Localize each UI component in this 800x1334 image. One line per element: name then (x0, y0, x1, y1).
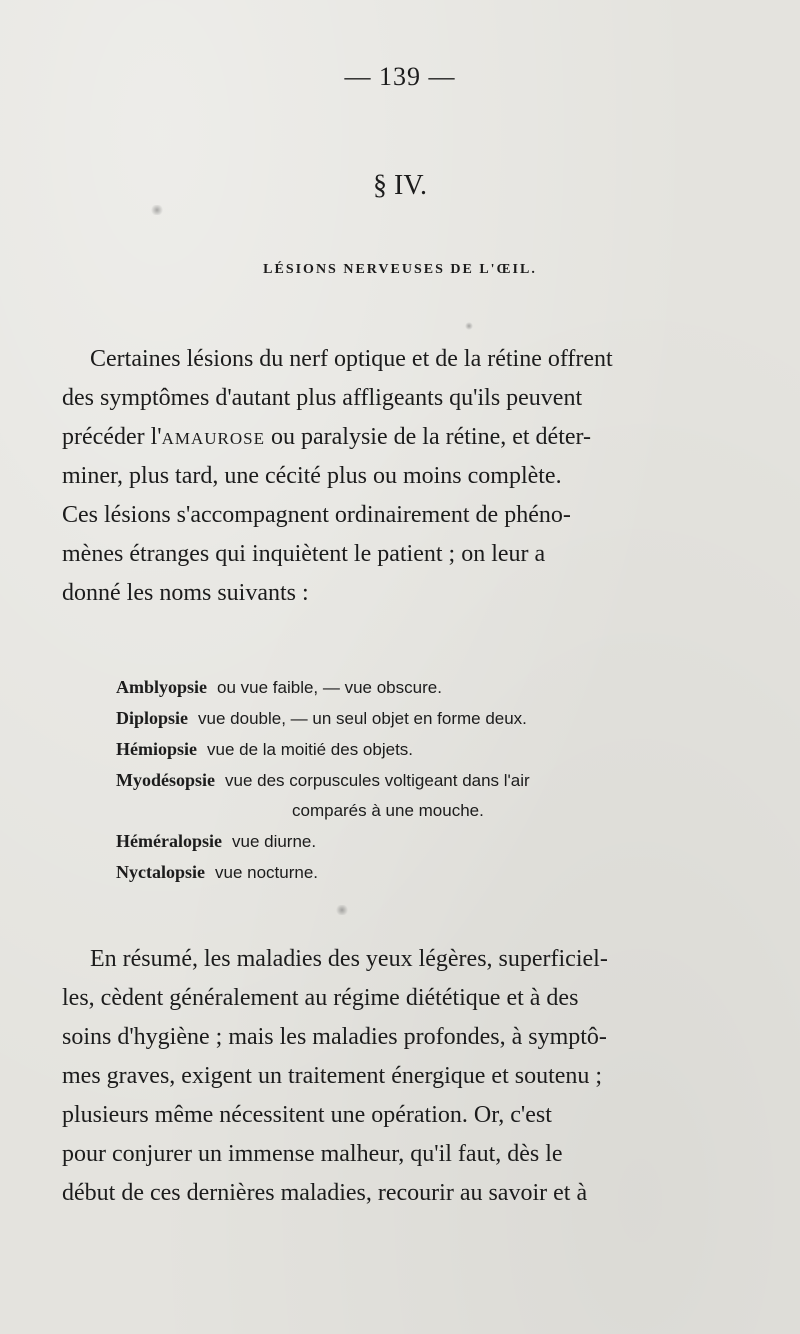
glossary-continuation: comparés à une mouche. (292, 801, 484, 820)
glossary-entry (116, 857, 726, 888)
glossary-term: Amblyopsie (116, 677, 208, 697)
glossary-list (116, 672, 726, 888)
text-line: En résumé, les maladies des yeux légères, superficiel- (90, 946, 608, 972)
glossary-entry (116, 826, 726, 857)
page-number: — 139 — (344, 62, 456, 91)
text-line: les, cèdent généralement au régime diététique et à des (62, 985, 579, 1011)
text-line: soins d'hygiène ; mais les maladies profondes, à symptô- (62, 1024, 607, 1050)
section-mark: § IV. (373, 170, 427, 201)
glossary-entry (116, 765, 726, 796)
glossary-term: Nyctalopsie (116, 862, 205, 882)
glossary-term: Hémiopsie (116, 739, 197, 759)
text-line: Certaines lésions du nerf optique et de la rétine offrent (90, 346, 613, 372)
text-line: mènes étranges qui inquiètent le patient ; on leur a (62, 541, 546, 567)
text-line: précéder l'amaurose ou paralysie de la rétine, et déter- (62, 424, 592, 450)
paper-speck (335, 905, 349, 915)
paragraph-summary (62, 940, 738, 1213)
glossary-definition: vue diurne. (231, 832, 317, 851)
glossary-term: Héméralopsie (116, 831, 222, 851)
text-line: des symptômes d'autant plus affligeants qu'ils peuvent (62, 385, 583, 411)
glossary-definition: vue double, — un seul objet en forme deux. (198, 709, 527, 728)
glossary-definition: vue de la moitié des objets. (207, 740, 414, 759)
glossary-entry (116, 672, 726, 703)
paper-speck (150, 205, 164, 215)
amaurose-term: amaurose (161, 424, 265, 450)
text-line: pour conjurer un immense malheur, qu'il faut, dès le (62, 1141, 563, 1167)
glossary-entry (116, 734, 726, 765)
glossary-entry (116, 703, 726, 734)
glossary-definition: vue des corpuscules voltigeant dans l'air (225, 771, 530, 790)
glossary-term: Diplopsie (116, 708, 189, 728)
text-line: début de ces dernières maladies, recourir au savoir et à (62, 1180, 588, 1206)
text-line: miner, plus tard, une cécité plus ou moins complète. (62, 463, 562, 489)
text-line: mes graves, exigent un traitement énergique et soutenu ; (62, 1063, 603, 1089)
paragraph-intro (62, 340, 738, 613)
section-title: LÉSIONS NERVEUSES DE L'ŒIL. (263, 262, 537, 277)
text-line: Ces lésions s'accompagnent ordinairement de phéno- (62, 502, 571, 528)
glossary-term: Myodésopsie (116, 770, 215, 790)
paper-speck (465, 322, 473, 330)
text-line: donné les noms suivants : (62, 580, 309, 606)
glossary-definition: vue nocturne. (215, 863, 319, 882)
glossary-definition: ou vue faible, — vue obscure. (217, 678, 442, 697)
text-line: plusieurs même nécessitent une opération. Or, c'est (62, 1102, 552, 1128)
